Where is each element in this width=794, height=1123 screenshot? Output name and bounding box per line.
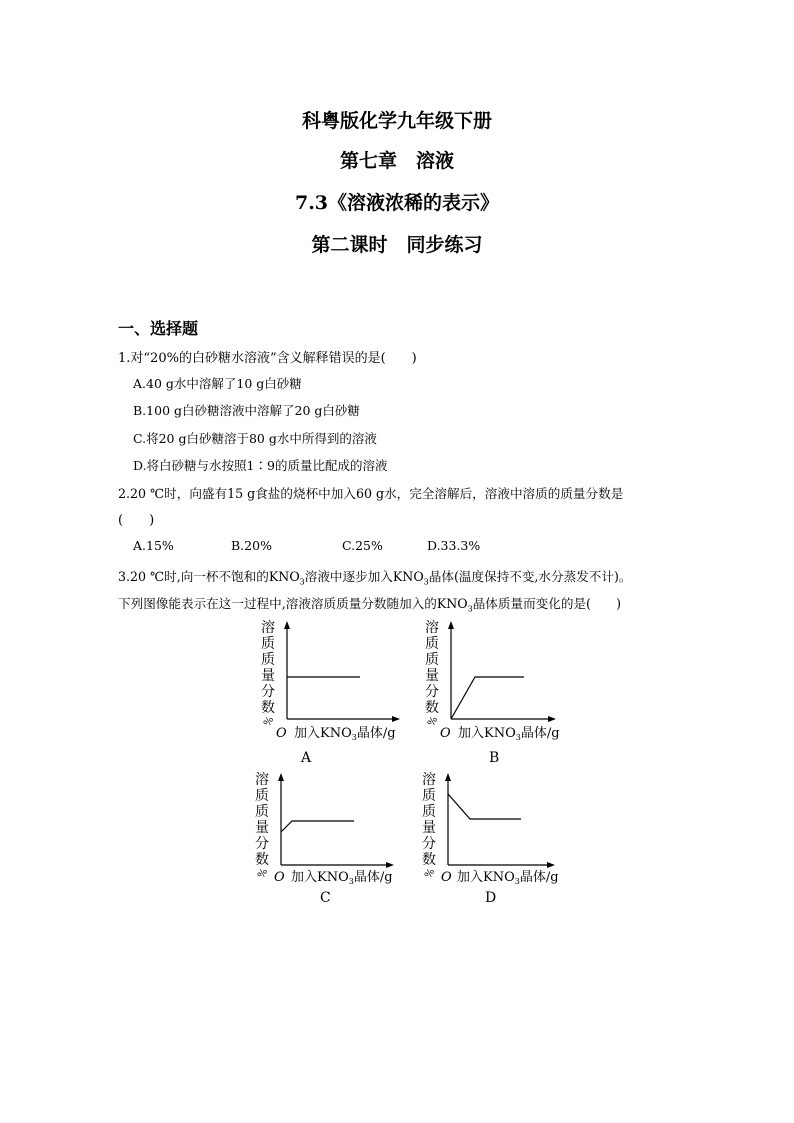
y-axis-label-char: 数 [261,700,275,716]
question-1-option-d: D.将白砂糖与水按照1∶9的质量比配成的溶液 [133,458,388,473]
percent-label: % [423,866,438,881]
y-axis-label-char: 溶 [422,772,436,788]
y-axis-label-char: 数 [422,852,436,868]
doc-title-section: 7.3《溶液浓稀的表示》 [294,192,500,214]
graph-label: C [320,890,331,906]
question-2-stem: 2.20 ℃时，向盛有15 g食盐的烧杯中加入60 g水，完全溶解后，溶液中溶质的质量分数是 [118,486,624,501]
question-2-option-c: C.25% [342,538,383,553]
doc-title-chapter: 第七章 溶液 [339,150,454,172]
origin-label: O [274,870,285,885]
data-line [451,677,524,719]
data-line [281,821,354,832]
question-2-stem-cont: ( ) [118,513,155,528]
y-axis-label-char: 数 [425,700,439,716]
question-3-stem-line2: 下列图像能表示在这一过程中,溶液溶质质量分数随加入的$KNO_3$晶体质量而变化的是( ) [118,596,622,614]
x-axis-arrow [392,716,400,722]
question-1-stem: 1.对“20%的白砂糖水溶液”含义解释错误的是( ) [118,351,417,366]
graph-c [252,766,412,906]
y-axis-label-char: 分 [261,684,275,700]
y-axis-arrow [284,621,290,629]
question-1-option-c: C.将20 g白砂糖溶于80 g水中所得到的溶液 [133,431,377,446]
origin-label: O [276,726,287,741]
y-axis-label-char: 量 [425,668,439,684]
y-axis-arrow [448,621,454,629]
y-axis-label-char: 量 [422,820,436,836]
percent-label: % [262,714,277,729]
data-line [448,794,521,819]
graph-a [258,614,418,766]
y-axis-label-char: 数 [255,852,269,868]
question-3-stem-line1: 3.20 ℃时,向一杯不饱和的$KNO_3$溶液中逐步加入$KNO_3$晶体(温度保持不变,水分蒸发不计)。 [118,569,632,587]
graph-label: B [489,750,500,766]
graph-d [419,766,579,906]
percent-label: % [256,866,271,881]
y-axis-label-char: 量 [261,668,275,684]
graph-label: A [301,750,312,766]
y-axis-label-char: 质 [422,788,436,804]
y-axis-label-char: 质 [425,652,439,668]
y-axis-label-char: 质 [255,788,269,804]
x-axis-label: 加入$KNO_3$晶体/g [458,726,560,742]
section-heading: 一、选择题 [118,319,199,338]
y-axis-arrow [445,773,451,781]
y-axis-label-char: 质 [255,804,269,820]
x-axis-arrow [548,716,556,722]
y-axis-label-char: 溶 [261,620,275,636]
question-2-option-b: B.20% [231,538,272,553]
question-1-option-a: A.40 g水中溶解了10 g白砂糖 [133,376,302,391]
y-axis-label-char: 质 [425,636,439,652]
y-axis-label-char: 溶 [425,620,439,636]
y-axis-label-char: 量 [255,820,269,836]
question-2-option-d: D.33.3% [427,538,481,553]
doc-title-lesson: 第二课时 同步练习 [311,234,483,256]
doc-title-series: 科粤版化学九年级下册 [301,110,492,132]
y-axis-label-char: 质 [261,652,275,668]
y-axis-label-char: 分 [255,836,269,852]
y-axis-label-char: 质 [422,804,436,820]
graph-label: D [485,890,497,906]
y-axis-arrow [278,773,284,781]
y-axis-label-char: 质 [261,636,275,652]
x-axis-arrow [547,862,555,868]
percent-label: % [426,714,441,729]
x-axis-label: 加入$KNO_3$晶体/g [457,870,559,886]
question-1-option-b: B.100 g白砂糖溶液中溶解了20 g白砂糖 [133,403,360,418]
x-axis-arrow [386,862,394,868]
x-axis-label: 加入$KNO_3$晶体/g [294,726,396,742]
y-axis-label-char: 分 [422,836,436,852]
graph-b [422,614,582,766]
origin-label: O [441,870,452,885]
y-axis-label-char: 分 [425,684,439,700]
y-axis-label-char: 溶 [255,772,269,788]
x-axis-label: 加入$KNO_3$晶体/g [291,870,393,886]
question-2-option-a: A.15% [133,538,174,553]
origin-label: O [440,726,451,741]
